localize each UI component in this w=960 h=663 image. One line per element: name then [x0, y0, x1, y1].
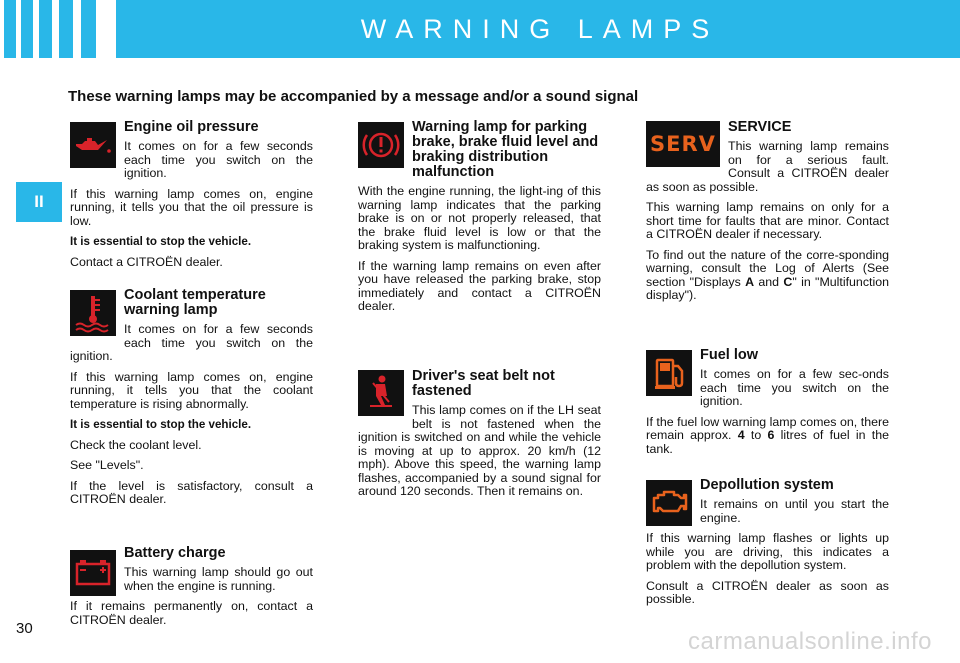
engine-oil-text-1: It comes on for a few seconds each time you switch on the ignition. — [124, 139, 313, 180]
seat-belt-section — [358, 369, 601, 506]
depollution-text-3: Consult a CITROËN dealer as soon as possible. — [646, 578, 889, 606]
fuel-title: Fuel low — [700, 347, 758, 363]
header-stripes — [0, 0, 125, 58]
coolant-text-6: If the level is satisfactory, consult a CITROËN dealer. — [70, 478, 313, 506]
battery-text-1: This warning lamp should go out when the engine is running. — [124, 565, 313, 593]
fuel-text-2b: 4 — [737, 428, 745, 442]
coolant-warning: It is essential to stop the vehicle. — [70, 418, 252, 431]
coolant-text-5: See "Levels". — [70, 458, 144, 472]
coolant-text-1: It comes on for a few seconds each time you switch on the ignition. — [70, 322, 313, 363]
depollution-section — [646, 478, 889, 614]
engine-oil-title: Engine oil pressure — [124, 119, 259, 135]
service-text-3 — [646, 249, 889, 303]
watermark: carmanualsonline.info — [688, 628, 932, 655]
fuel-text-2a: If the fuel low warning lamp comes on, there remain approx. — [646, 414, 889, 442]
seat-belt-title: Driver's seat belt not fastened — [412, 368, 555, 399]
intro-text: These warning lamps may be accompanied by a message and/or a sound signal — [68, 88, 639, 105]
fuel-text-2 — [646, 416, 889, 457]
brake-warning-icon — [358, 122, 404, 168]
battery-icon — [70, 550, 116, 596]
battery-text-2: If it remains permanently on, contact a CITROËN dealer. — [70, 599, 313, 627]
coolant-title: Coolant temperature warning lamp — [124, 287, 266, 318]
fuel-text-1: It comes on for a few sec-onds each time you switch on the ignition. — [700, 367, 889, 408]
coolant-section — [70, 288, 313, 514]
service-text-2: This warning lamp remains on only for a short time for faults that are minor. Contact a CITROËN dealer if necessary. — [646, 200, 889, 241]
depollution-text-1: It remains on until you start the engine. — [700, 497, 889, 525]
page-title: WARNING LAMPS — [360, 14, 720, 44]
service-section — [646, 120, 889, 310]
fuel-section — [646, 348, 889, 463]
service-text-3c: and — [754, 274, 784, 289]
parking-brake-text-1: With the engine running, the light-ing of this warning lamp indicates that the parking brake is on or not properly released, that the brake fluid level is low or that the braking system is malfunctioning. — [358, 184, 601, 252]
service-lamp-icon: SERV — [646, 121, 720, 167]
engine-oil-section — [70, 120, 313, 276]
seat-belt-text-1: This lamp comes on if the LH seat belt is not fastened when the ignition is switched on and while the vehicle is moving at up to approx. 20 km/h (12 mph). Above this speed, the warning lamp flashes, accompanied by a sound signal for around 120 seconds. Then it remains on. — [358, 403, 601, 498]
service-text-3b: A — [745, 274, 755, 289]
service-text-3a: To find out the nature of the corre-sponding warning, consult the Log of Alerts (See section "Displays — [646, 247, 889, 289]
parking-brake-section — [358, 120, 601, 321]
parking-brake-text-2: If the warning lamp remains on even after you have released the parking brake, stop immediately and contact a CITROËN dealer. — [358, 258, 601, 313]
service-text-3e: " in "Multifunction display"). — [646, 274, 889, 302]
parking-brake-title: Warning lamp for parking brake, brake fluid level and braking distribution malfunction — [412, 119, 599, 180]
depollution-title: Depollution system — [700, 477, 834, 493]
service-text-3d: C — [783, 274, 793, 289]
service-text-1: This warning lamp remains on for a serious fault. Consult a CITROËN dealer as soon as possible. — [646, 139, 889, 194]
page-number: 30 — [16, 620, 33, 637]
engine-check-icon — [646, 480, 692, 526]
coolant-thermometer-icon — [70, 290, 116, 336]
chapter-tab[interactable]: II — [16, 182, 62, 222]
oil-can-icon — [70, 122, 116, 168]
seat-belt-icon — [358, 370, 404, 416]
engine-oil-text-4: Contact a CITROËN dealer. — [70, 254, 223, 269]
battery-section — [70, 546, 313, 634]
fuel-text-2c: to — [744, 428, 768, 442]
depollution-text-2: If this warning lamp flashes or lights up while you are driving, this indicates a problem with the depollution system. — [646, 531, 889, 572]
engine-oil-warning: It is essential to stop the vehicle. — [70, 235, 252, 248]
header-band — [0, 0, 960, 58]
coolant-text-2: If this warning lamp comes on, engine running, it tells you that the coolant temperature is rising abnormally. — [70, 369, 313, 411]
fuel-pump-icon — [646, 350, 692, 396]
fuel-text-2d: 6 — [767, 428, 775, 442]
battery-title: Battery charge — [124, 545, 226, 561]
coolant-text-4: Check the coolant level. — [70, 437, 202, 452]
service-title: SERVICE — [728, 119, 792, 135]
fuel-text-2e: litres of fuel in the tank. — [646, 428, 889, 456]
engine-oil-text-2: If this warning lamp comes on, engine running, it tells you that the oil pressure is low. — [70, 186, 313, 228]
